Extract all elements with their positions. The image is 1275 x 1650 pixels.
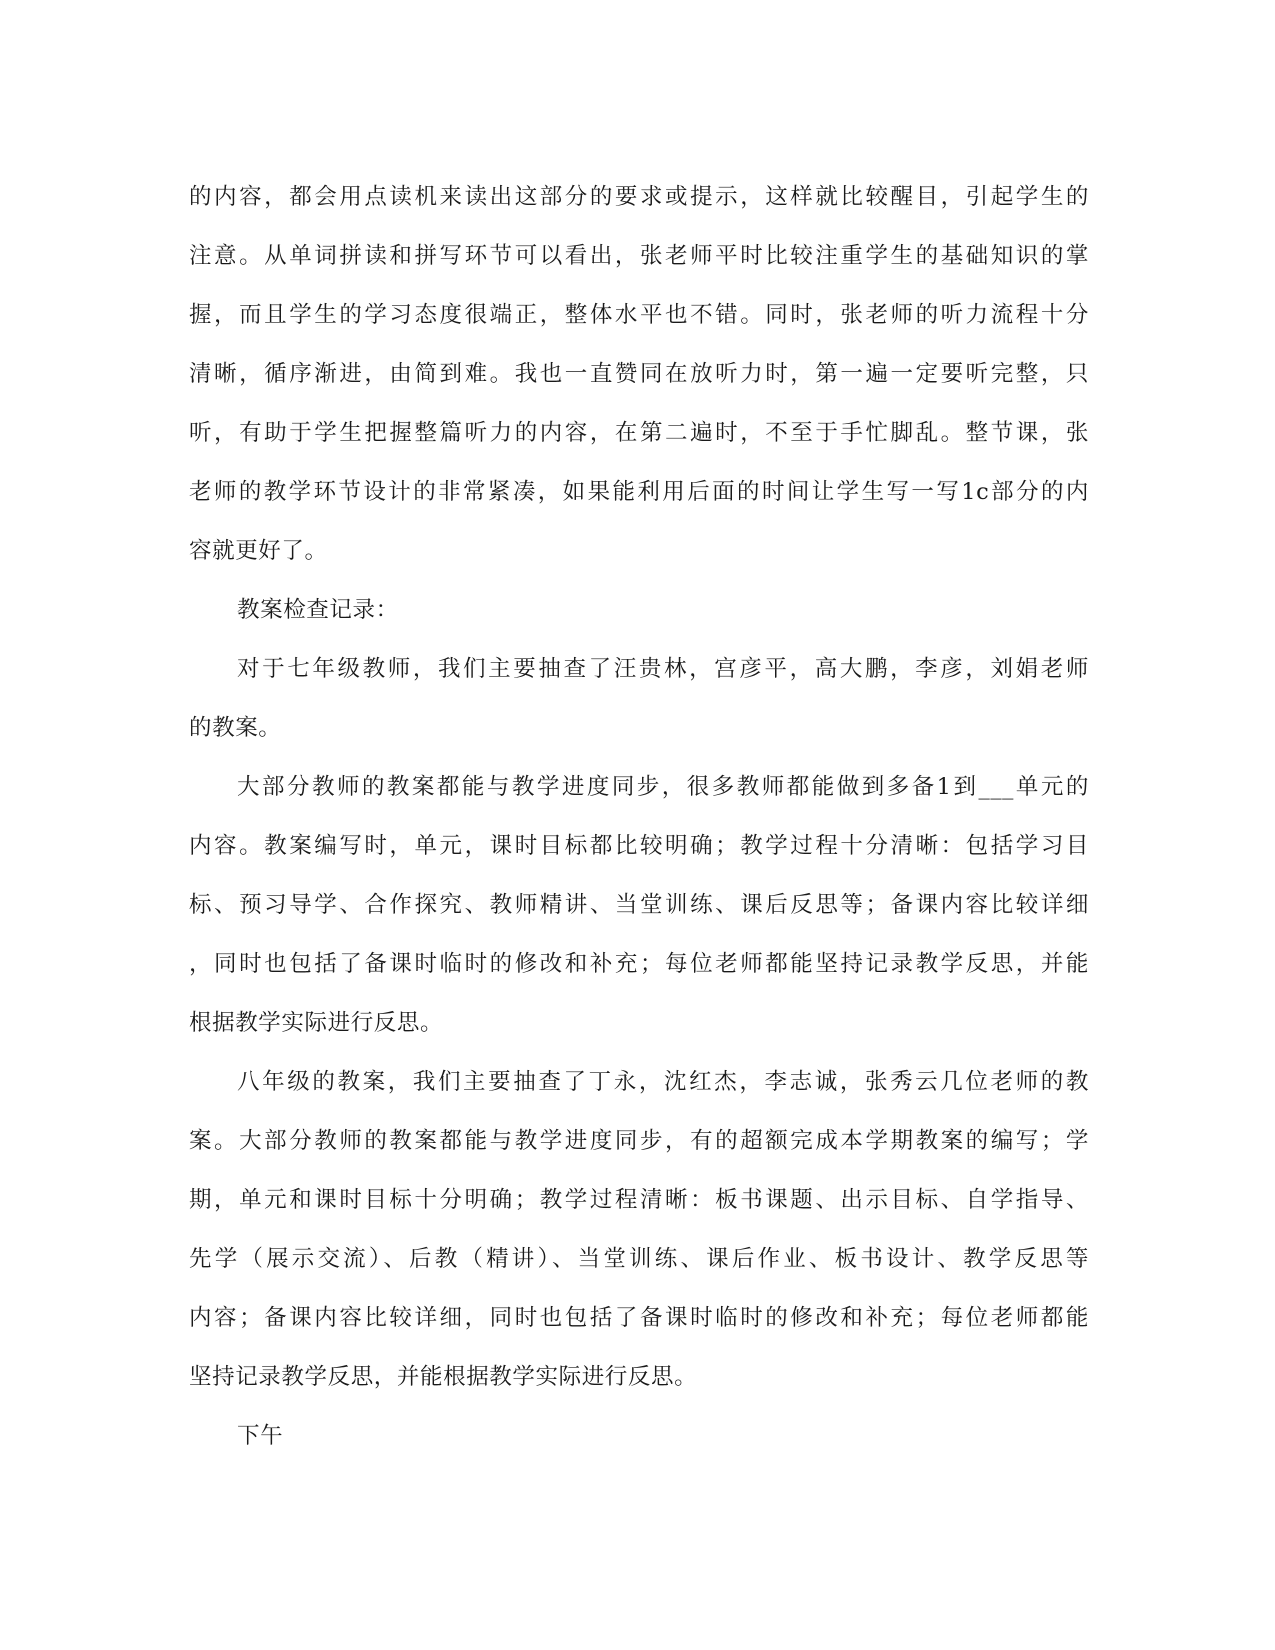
text-line: 标、预习导学、合作探究、教师精讲、当堂训练、课后反思等；备课内容比较详细: [189, 892, 1089, 918]
text-line: 注意。从单词拼读和拼写环节可以看出，张老师平时比较注重学生的基础知识的掌: [189, 243, 1089, 269]
text-line: 大部分教师的教案都能与教学进度同步，很多教师都能做到多备1到___单元的: [237, 774, 1089, 800]
text-line: 内容。教案编写时，单元，课时目标都比较明确；教学过程十分清晰：包括学习目: [189, 833, 1089, 859]
text-line: 的内容，都会用点读机来读出这部分的要求或提示，这样就比较醒目，引起学生的: [189, 184, 1089, 210]
paragraph-grade-seven-details: [189, 758, 1089, 1053]
paragraph-afternoon: [189, 1407, 1089, 1466]
text-line: 期，单元和课时目标十分明确；教学过程清晰：板书课题、出示目标、自学指导、: [189, 1187, 1089, 1213]
paragraph-grade-eight: [189, 1053, 1089, 1407]
text-line: 先学（展示交流）、后教（精讲）、当堂训练、课后作业、板书设计、教学反思等: [189, 1246, 1089, 1272]
text-line: 老师的教学环节设计的非常紧凑，如果能利用后面的时间让学生写一写1c部分的内: [189, 479, 1089, 505]
text-line: 内容；备课内容比较详细，同时也包括了备课时临时的修改和补充；每位老师都能: [189, 1305, 1089, 1331]
section-heading: 教案检查记录：: [237, 597, 399, 623]
text-line: 对于七年级教师，我们主要抽查了汪贵林，宫彦平，高大鹏，李彦，刘娟老师: [237, 656, 1089, 682]
text-line: ，同时也包括了备课时临时的修改和补充；每位老师都能坚持记录教学反思，并能: [189, 951, 1089, 977]
text-line: 握，而且学生的学习态度很端正，整体水平也不错。同时，张老师的听力流程十分: [189, 302, 1089, 328]
section-heading: 下午: [237, 1423, 284, 1449]
text-line: 坚持记录教学反思，并能根据教学实际进行反思。: [189, 1364, 698, 1390]
document-body: [189, 168, 1089, 1466]
paragraph-grade-seven: [189, 640, 1089, 758]
paragraph-heading-lesson-plan-check: [189, 581, 1089, 640]
paragraph-lesson-review: [189, 168, 1089, 581]
text-line: 听，有助于学生把握整篇听力的内容，在第二遍时，不至于手忙脚乱。整节课，张: [189, 420, 1089, 446]
text-line: 容就更好了。: [189, 538, 328, 564]
text-line: 清晰，循序渐进，由简到难。我也一直赞同在放听力时，第一遍一定要听完整，只: [189, 361, 1089, 387]
text-line: 八年级的教案，我们主要抽查了丁永，沈红杰，李志诚，张秀云几位老师的教: [237, 1069, 1089, 1095]
text-line: 根据教学实际进行反思。: [189, 1010, 444, 1036]
text-line: 案。大部分教师的教案都能与教学进度同步，有的超额完成本学期教案的编写；学: [189, 1128, 1089, 1154]
text-line: 的教案。: [189, 715, 282, 741]
